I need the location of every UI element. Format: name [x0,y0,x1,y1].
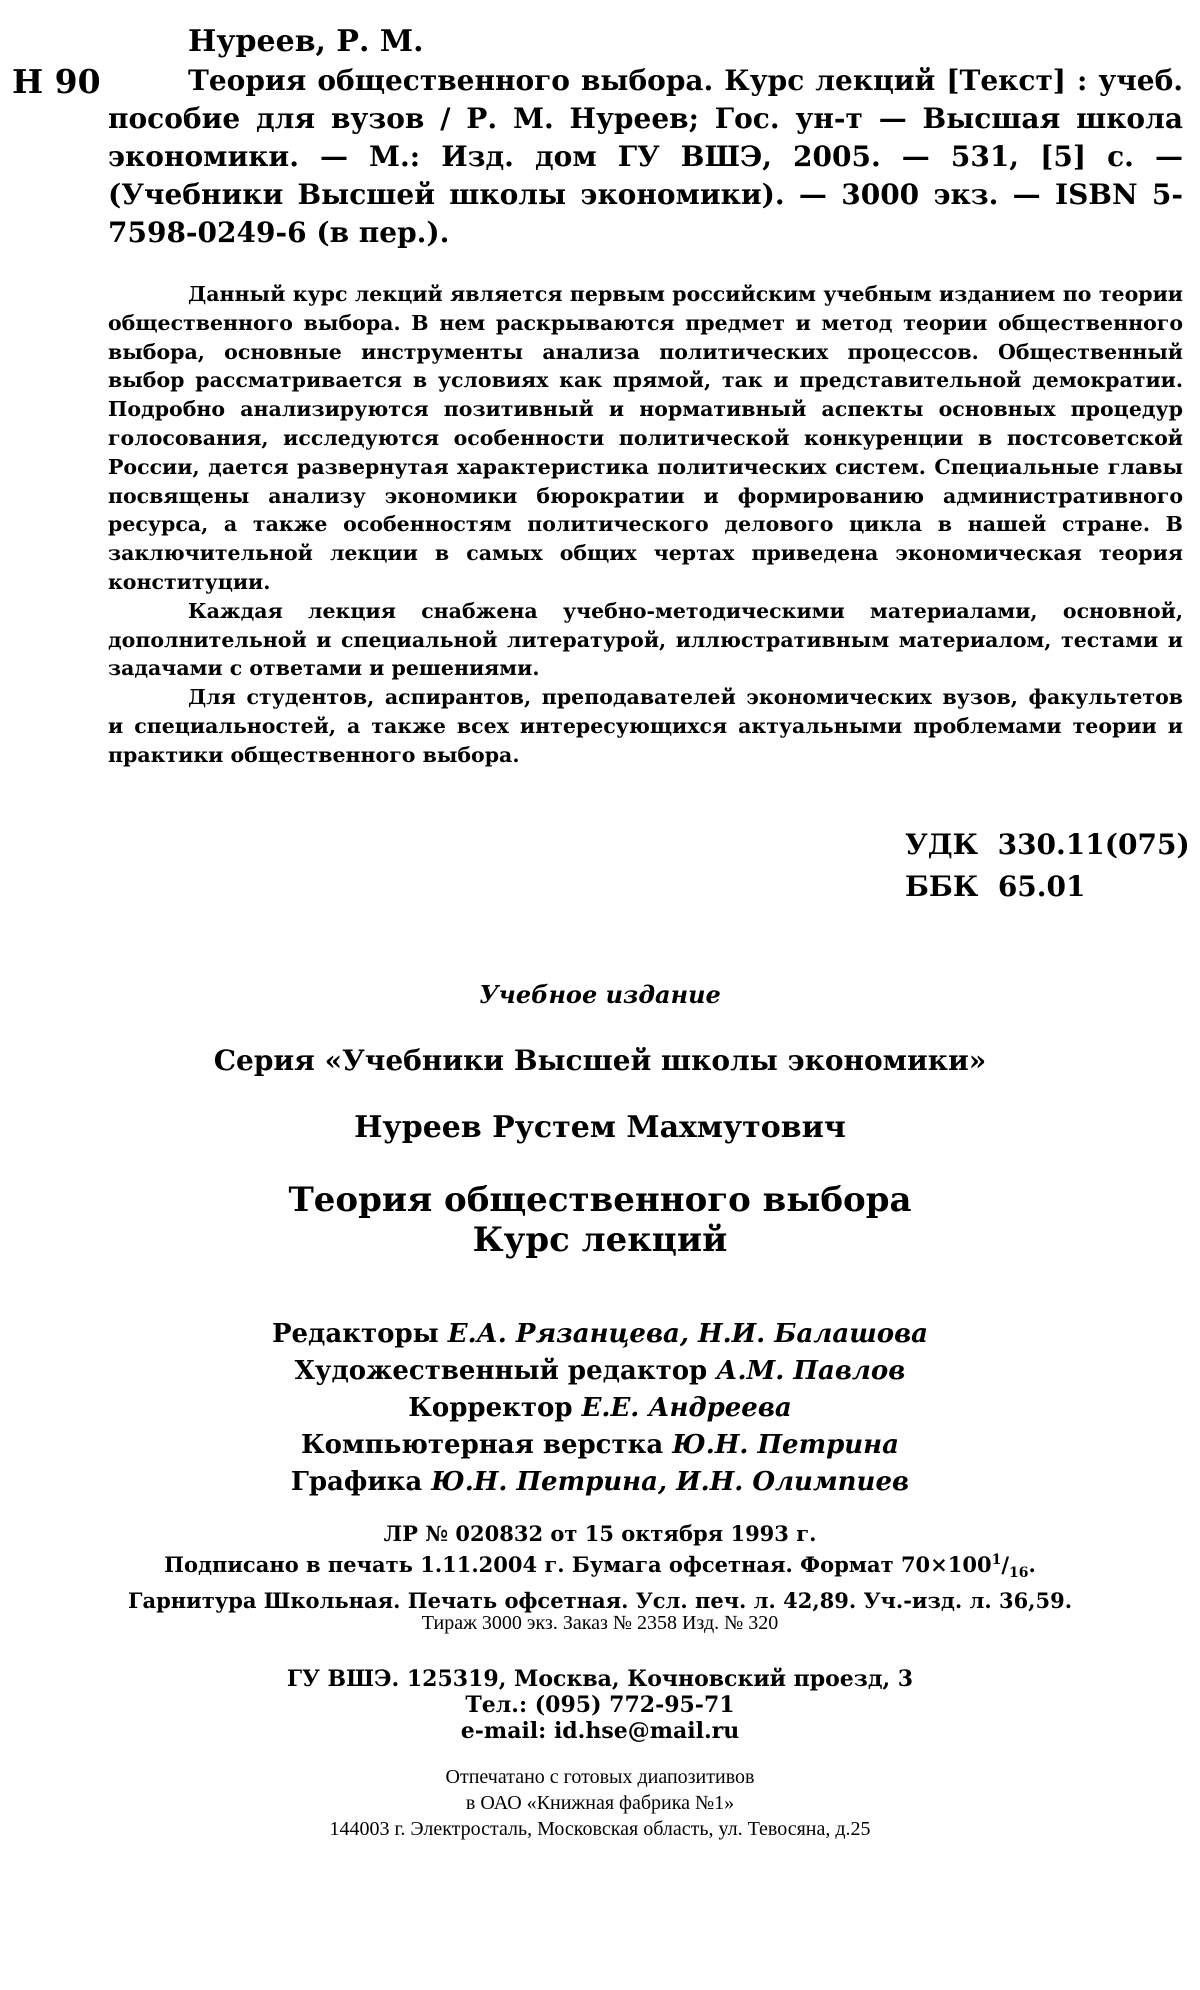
book-title-line: Теория общественного выбора [288,1180,912,1220]
udk-index: УДК 330.11(075) [905,828,1190,861]
annotation-paragraph: Каждая лекция снабжена учебно-методическими материалами, основной, дополнительной и специальной литературой, иллюстративным материалом, тестами и задачами с ответами и решениями. [108,598,1183,681]
publisher-info [0,1666,1200,1744]
annotation-paragraph: Для студентов, аспирантов, преподавателей экономических вузов, факультетов и специальностей, а также всех интересующихся актуальными проблемами теории и практики общественного выбора. [108,685,1183,767]
bibliographic-entry: Теория общественного выбора. Курс лекций [Текст] : учеб. пособие для вузов / Р. М. Нуреев; Гос. ун-т — Высшая школа экономики. — М.: Изд. дом ГУ ВШЭ, 2005. — 531, [5] с. — (Учебники Высшей школы экономики). — 3000 экз. — ISBN 5-7598-0249-6 (в пер.). [108,64,1183,249]
credit-role: Редакторы [271,1319,448,1349]
credit-line [0,1316,1200,1353]
annotation [108,280,1183,770]
credit-role: Художественный редактор [294,1356,717,1386]
series-name: Серия «Учебники Высшей школы экономики» [213,1044,987,1077]
author-heading: Нуреев, Р. М. [188,24,424,59]
print-signed-line: Подписано в печать 1.11.2004 г. Бумага офсетная. Формат $70\times 100^1/_{16}$. [164,1552,1036,1582]
book-subtitle-line: Курс лекций [472,1220,728,1260]
print-run: Тираж 3000 экз. Заказ № 2358 Изд. № 320 [421,1612,779,1634]
typeface-line: Гарнитура Школьная. Печать офсетная. Усл. печ. л. 42,89. Уч.-изд. л. 36,59. [127,1588,1073,1614]
author-full-name: Нуреев Рустем Махмутович [354,1110,846,1145]
printer-info [0,1764,1200,1842]
credit-names: А.М. Павлов [716,1356,906,1386]
book-title [0,1180,1200,1260]
bbk-index: ББК 65.01 [905,870,1086,903]
credit-names: Е.А. Рязанцева, Н.И. Балашова [447,1319,929,1349]
credits-list [0,1316,1200,1501]
printer-line: в ОАО «Книжная фабрика №1» [465,1792,735,1814]
credit-role: Графика [290,1467,432,1497]
annotation-paragraph: Данный курс лекций является первым российским учебным изданием по теории общественного выбора. В нем раскрываются предмет и метод теории общественного выбора, основные инструменты анализа политических процессов. Общественный выбор рассматривается в условиях как прямой, так и представительной демократии. Подробно анализируются позитивный и нормативный аспекты основных процедур голосования, исследуются особенности политической конкуренции в постсоветской России, дается развернутая характеристика политических систем. Специальные главы посвящены анализу экономики бюрократии и формированию административного ресурса, а также особенностям политического делового цикла в нашей стране. В заключительной лекции в самых общих чертах приведена экономическая теория конституции. [108,282,1183,594]
credit-names: Ю.Н. Петрина [672,1430,899,1460]
publisher-address: ГУ ВШЭ. 125319, Москва, Кочновский проезд, 3 [286,1666,914,1692]
credit-line [0,1464,1200,1501]
credit-line [0,1427,1200,1464]
credit-role: Компьютерная верстка [301,1430,673,1460]
credit-role: Корректор [408,1393,582,1423]
license-info [0,1520,1200,1614]
publisher-email: e-mail: id.hse@mail.ru [460,1718,740,1744]
edition-type: Учебное издание [479,980,721,1009]
credit-line [0,1390,1200,1427]
license-number: ЛР № 020832 от 15 октября 1993 г. [383,1521,817,1546]
credit-line [0,1353,1200,1390]
printer-address: 144003 г. Электросталь, Московская область, ул. Тевосяна, д.25 [329,1818,871,1840]
classification-block [905,824,1190,908]
publisher-phone: Тел.: (095) 772-95-71 [465,1692,735,1718]
credit-names: Е.Е. Андреева [581,1393,792,1423]
classification-code: Н 90 [12,62,101,101]
printer-line: Отпечатано с готовых диапозитивов [445,1766,755,1788]
credit-names: Ю.Н. Петрина, И.Н. Олимпиев [431,1467,910,1497]
